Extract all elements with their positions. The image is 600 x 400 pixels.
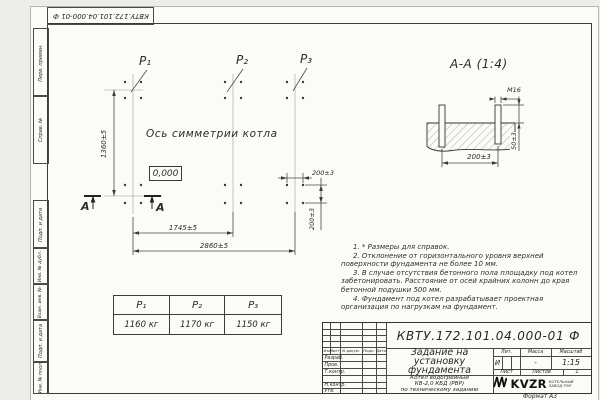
rev-col-izm: Изм. [323, 348, 333, 353]
title-block [322, 322, 592, 394]
load-point-label-p1: P₁ [139, 54, 152, 68]
margin-label: Подп. и дата [38, 207, 44, 242]
load-table-header-p3: P₃ [225, 296, 281, 315]
margin-label: Инв. № подл. [38, 361, 44, 394]
rev-col-podp: Подп. [363, 348, 375, 353]
load-table-value-p2: 1170 кг [170, 315, 226, 334]
rev-col-data: Дата [376, 348, 386, 353]
load-table-value-p3: 1150 кг [236, 319, 271, 330]
logo-text: KVZR [510, 377, 547, 391]
section-view-title: А-А (1:4) [450, 57, 508, 71]
dim-spacing: 200±3 [467, 152, 491, 161]
role-razrab: Разраб. [324, 355, 344, 361]
dim-bolt-vertical-text: 200±3 [308, 208, 316, 230]
sheet-label: Лист [500, 369, 513, 375]
dim-bolt-horizontal: 200±3 [312, 169, 334, 177]
role-tkontr: Т.контр. [324, 369, 346, 375]
note-2: 2. Отклонение от горизонтального уровня верхней поверхности фундамента не более 10 мм. [341, 251, 544, 269]
sheets-value: 1 [575, 369, 579, 375]
document-title-line: Задание на [410, 347, 469, 358]
product-name-line: Котел водогрейный [410, 375, 469, 381]
elevation-value: 0,000 [152, 168, 179, 179]
top-designation-text: КВТУ.172.101.04.000-01 Ф [52, 12, 149, 20]
dim-height-text: 1360±5 [100, 129, 109, 159]
technical-notes [341, 243, 590, 312]
format-label: Формат А3 [522, 392, 558, 400]
product-name-line: КВ-2,0 КБД (РВР) [414, 381, 465, 387]
symmetry-axis-label: Ось симметрии котла [146, 128, 278, 140]
load-table-header-p2: P₂ [170, 296, 226, 315]
sheets-label: Листов [532, 369, 551, 375]
mass-header: Масса [527, 349, 544, 355]
document-title [386, 348, 493, 375]
load-table [113, 295, 282, 335]
dim-bolt-vertical [306, 204, 318, 234]
margin-label: Взам. инв. № [38, 286, 44, 318]
logo-spring-icon [493, 375, 507, 389]
scale-value: 1:15 [562, 358, 580, 367]
margin-label: Подп. и дата [38, 323, 44, 359]
dim-protrusion-text: 50±3 [510, 132, 519, 150]
margin-label: Инв. № дубл. [38, 250, 44, 282]
role-utv: Утв. [324, 388, 335, 394]
title-block-designation: КВТУ.172.101.04.000-01 Ф [396, 328, 581, 343]
logo-subtitle-line: ЗАВОД РЭП [548, 383, 572, 388]
document-title-line: фундамента [408, 365, 471, 376]
dim-protrusion [508, 128, 520, 154]
dim-inner-width: 1745±5 [168, 224, 198, 232]
rev-col-dokum: N докум. [342, 348, 360, 353]
dim-height [98, 122, 110, 166]
note-1: 1. * Размеры для справок. [353, 243, 450, 251]
load-table-header-p1: P₁ [114, 296, 170, 315]
section-letter-left: А [81, 200, 90, 213]
margin-label: Перв. примен. [38, 43, 45, 82]
logo-subtitle [549, 380, 574, 389]
company-logo [493, 375, 591, 393]
margin-label: Справ. № [38, 117, 45, 142]
lit-value: И [494, 358, 501, 367]
note-3: 3. В случае отсутствия бетонного пола площадку под котел забетонировать. Расстояние от осей крайних колонн до края бетонной подушки 500 мм. [341, 268, 578, 294]
dim-outer-width: 2860±5 [199, 242, 229, 250]
logo-subtitle-line: КОТЕЛЬНЫЙ [548, 378, 574, 384]
product-name-line: по техническому заданию [400, 387, 479, 393]
rev-col-list: Лист [330, 348, 340, 353]
lit-header: Лит. [500, 349, 513, 355]
role-prov: Пров. [324, 362, 339, 368]
elevation-mark [149, 166, 182, 181]
section-letter-right: А [156, 201, 165, 214]
scale-header: Масштаб [559, 349, 583, 355]
load-point-label-p3: P₃ [300, 52, 313, 66]
load-point-label-p2: P₂ [236, 53, 249, 67]
bolt-thread-label: М16 [507, 86, 521, 94]
role-nkontr: Н.контр. [324, 383, 346, 388]
product-name [386, 375, 493, 393]
note-4: 4. Фундамент под котел разрабатывает проектная организация по нагрузкам на фундамент. [341, 294, 544, 312]
load-table-value-p1: 1160 кг [114, 315, 170, 334]
mass-value: - [534, 358, 537, 367]
document-title-line: установку [413, 356, 466, 367]
